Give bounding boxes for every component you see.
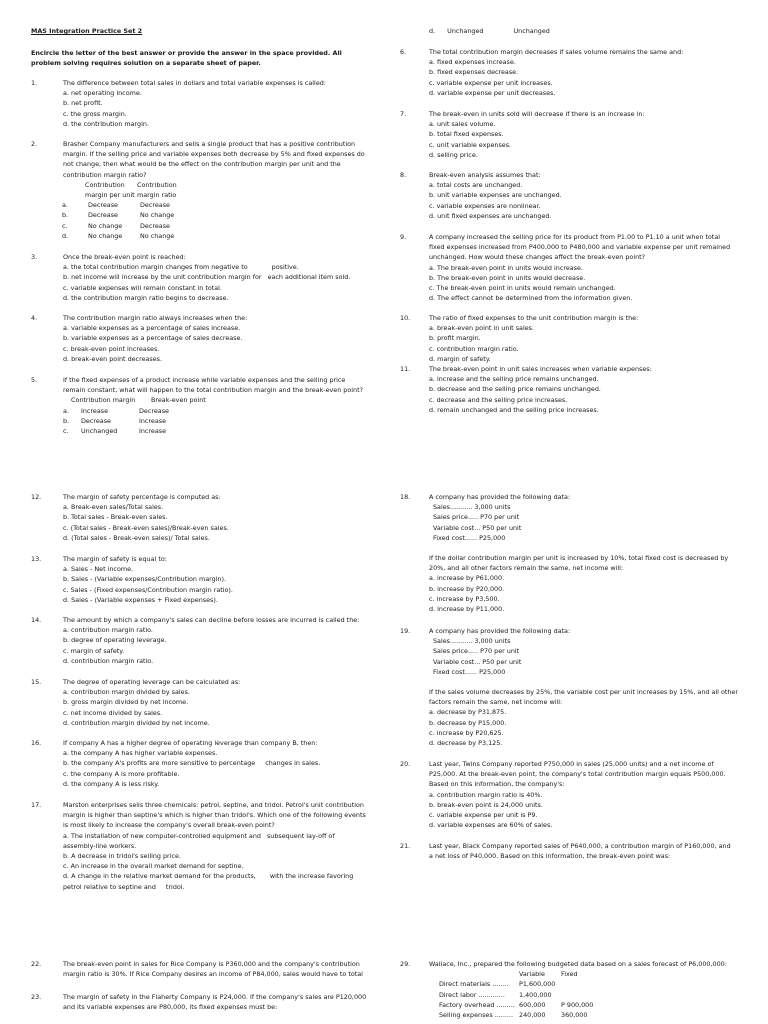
question-text: If company A has a higher degree of operating leverage than company B, then: (63, 739, 318, 747)
cell-variable: 240,000 (519, 1011, 546, 1020)
question-text-line: Marston enterprises sells three chemicals: petrol, septine, and tridol. Petrol's unit contribution (63, 801, 364, 809)
column-header: Fixed (561, 970, 578, 979)
choice-d[interactable]: d. the contribution margin. (63, 119, 149, 128)
question-7 (400, 109, 750, 160)
column-header: Contribution (137, 180, 177, 189)
given-data-line: Sales........... 3,000 units (433, 503, 511, 512)
question-text-line: 20%, and all other factors remain the same, net income will: (429, 564, 624, 573)
choice-c[interactable]: c. decrease and the selling price increases. (429, 395, 568, 404)
choice-c[interactable]: c. contribution margin ratio. (429, 344, 519, 353)
question-17 (31, 800, 376, 892)
question-text-line: contribution margin ratio? (63, 170, 147, 179)
given-data-line: Fixed cost...... P25,000 (433, 667, 506, 676)
choice-text-tail: each additional item sold. (267, 273, 351, 282)
choice-a[interactable]: a. total costs are unchanged. (429, 181, 523, 190)
choice-text: b. net income will increase by the unit contribution margin for (63, 273, 262, 282)
question-text: The total contribution margin decreases if sales volume remains the same and: (429, 48, 684, 56)
choice-table (63, 180, 177, 200)
choice-c[interactable]: c. break-even point increases. (63, 344, 160, 353)
cell-variable: 1,400,000 (519, 990, 552, 999)
question-text: The contribution margin ratio always increases when the: (63, 314, 248, 322)
choice-b[interactable]: b. The break-even point in units would decrease. (429, 273, 586, 282)
question-text: Wallace, Inc., prepared the following budgeted data based on a sales forecast of P6,000,000: (429, 960, 727, 968)
question-text: The break-even in units sold will decrease if there is an increase in: (429, 110, 645, 118)
choice-d-continued (63, 882, 376, 892)
question-number: 23. (31, 993, 42, 1001)
question-text-line: unchanged. How would these changes affect the break-even point? (429, 253, 646, 262)
choice-table (63, 406, 169, 437)
question-number: 22. (31, 960, 42, 968)
choice-b[interactable]: b. degree of operating leverage. (63, 636, 167, 645)
choice-a[interactable]: a. contribution margin ratio is 40%. (429, 790, 543, 799)
choice-b[interactable]: b. decrease by P15,000. (429, 718, 507, 727)
choice-a[interactable] (63, 831, 376, 841)
question-number: 11. (400, 365, 411, 373)
question-text: The difference between total sales in dollars and total variable expenses is called: (63, 79, 326, 87)
table-row (439, 1000, 593, 1010)
choice-row[interactable] (62, 210, 174, 220)
choice-letter: c. (63, 427, 69, 436)
choice-d[interactable]: d. contribution margin divided by net income. (63, 718, 210, 727)
cell-fixed (561, 990, 593, 1000)
question-text-line: A company increased the selling price for its product from P1.00 to P1.10 a unit when total (429, 233, 721, 241)
choice-row[interactable] (63, 426, 169, 436)
question-21 (400, 841, 750, 861)
choice-text: a. the total contribution margin changes from negative to (63, 263, 248, 272)
choice-c[interactable]: c. variable expense per unit is P9. (429, 811, 538, 820)
column-header: Variable (519, 970, 545, 979)
choice-cell: No change (140, 231, 175, 240)
question-19 (400, 626, 750, 748)
choice-c[interactable]: c. the company A is more profitable. (63, 769, 180, 778)
question-2 (31, 139, 376, 241)
choice-d[interactable]: d. unit fixed expenses are unchanged. (429, 211, 552, 220)
choice-cell: Decrease (88, 201, 118, 210)
choice-b[interactable]: b. unit variable expenses are unchanged. (429, 191, 562, 200)
choice-a[interactable]: a. increase by P61,000. (429, 574, 505, 583)
question-text-line: If the dollar contribution margin per unit is increased by 10%, total fixed cost is decreased by (429, 554, 729, 563)
cell-variable: P1,600,000 (519, 980, 556, 989)
choice-c[interactable]: c. unit variable expenses. (429, 140, 512, 149)
choice-letter: b. (62, 211, 69, 220)
question-text: A company has provided the following data: (429, 627, 571, 635)
choice-text-tail: subsequent lay-off of (266, 831, 335, 840)
choice-d[interactable]: d. variable expense per unit decreases. (429, 88, 556, 97)
question-number: 21. (400, 842, 411, 850)
question-1 (31, 78, 376, 129)
question-text-line: P25,000. At the break-even point, the company's total contribution margin equals P500,000. (429, 770, 726, 779)
given-data-line: Sales........... 3,000 units (433, 637, 511, 646)
question-3 (31, 252, 376, 303)
table-row (439, 979, 593, 989)
question-22 (31, 959, 376, 979)
question-23 (31, 992, 376, 1012)
question-14 (31, 615, 376, 666)
choice-letter: a. (63, 406, 69, 415)
choice-cell: Increase (139, 416, 167, 425)
choice-cell: Unchanged (513, 27, 550, 35)
question-number: 3. (31, 253, 38, 261)
cell-fixed: P 900,000 (561, 1000, 594, 1009)
question-text-line: not change, then what would be the effect on the contribution margin per unit and the (63, 160, 341, 169)
cell-fixed: 360,000 (561, 1011, 588, 1020)
choice-c[interactable]: c. Sales - (Fixed expenses/Contribution margin ratio). (63, 585, 233, 594)
choice-letter: c. (62, 221, 68, 230)
question-text: The margin of safety is equal to: (63, 555, 167, 563)
question-text: The break-even point in unit sales increases when variable expenses: (429, 365, 652, 373)
choice-d[interactable]: d. The effect cannot be determined from the information given. (429, 294, 633, 303)
choice-cell: Decrease (81, 416, 111, 425)
choice-cell: Decrease (140, 221, 170, 230)
choice-row[interactable] (62, 221, 174, 231)
question-number: 2. (31, 140, 38, 148)
choice-d[interactable]: d. selling price. (429, 150, 478, 159)
given-data-line: Fixed cost...... P25,000 (433, 533, 506, 542)
choice-a[interactable]: a. unit sales volume. (429, 120, 496, 129)
question-9 (400, 232, 750, 303)
row-label: Factory overhead ......... (439, 1000, 515, 1009)
choice-d[interactable]: d. the contribution margin ratio begins to decrease. (63, 293, 229, 302)
choice-a[interactable]: a. Break-even sales/Total sales. (63, 503, 164, 512)
question-text-line: a net loss of P40,000. Based on this information, the break-even point was: (429, 852, 671, 861)
question-text: The degree of operating leverage can be calculated as: (63, 678, 241, 686)
question-number: 14. (31, 616, 42, 624)
choice-b[interactable]: b. net profit. (63, 99, 103, 108)
choice-a[interactable]: a. contribution margin ratio. (63, 626, 153, 635)
choice-row[interactable] (63, 406, 169, 416)
choice-c[interactable]: c. variable expenses are nonlinear. (429, 201, 541, 210)
question-10 (400, 313, 750, 364)
question-15 (31, 677, 376, 728)
given-data-line: Variable cost... P50 per unit (433, 657, 522, 666)
choice-text-tail: with the increase favoring (269, 872, 354, 881)
choice-a-continued: assembly-line workers. (63, 841, 137, 850)
instructions: Encircle the letter of the best answer or provide the answer in the space provided. All problem solving requires solution on a separate sheet of paper. (31, 49, 342, 68)
question-number: 5. (31, 376, 38, 384)
choice-b[interactable]: b. decrease and the selling price remains unchanged. (429, 385, 601, 394)
choice-cell: Increase (139, 427, 167, 436)
choice-text: d. A change in the relative market demand for the products, (63, 872, 256, 881)
choice-d[interactable]: d. (Total sales - Break-even sales)/ Total sales. (63, 533, 210, 542)
choice-text: petrol relative to septine and (63, 882, 156, 891)
row-label: Direct materials ........ (439, 980, 509, 989)
choice-d[interactable]: d. Sales - (Variable expenses + Fixed expenses). (63, 595, 218, 604)
choice-d[interactable]: d. margin of safety. (429, 354, 491, 363)
choice-a[interactable]: a. variable expenses as a percentage of sales increase. (63, 324, 241, 333)
choice-a[interactable]: a. net operating income. (63, 89, 142, 98)
choice-letter: a. (62, 201, 68, 210)
question-text: The amount by which a company's sales can decline before losses are incurred is called the: (63, 616, 360, 624)
choice-b[interactable]: b. fixed expenses decrease. (429, 68, 519, 77)
choice-b[interactable] (63, 272, 376, 282)
choice-letter: d. (429, 27, 436, 35)
question-number: 12. (31, 493, 42, 501)
choice-d[interactable]: d. variable expenses are 60% of sales. (429, 821, 553, 830)
question-text-line: The break-even point in sales for Rice Company is P360,000 and the company's contribution (63, 960, 360, 968)
choice-a[interactable]: a. break-even point in unit sales. (429, 324, 535, 333)
question-13 (31, 554, 376, 605)
choice-c[interactable]: c. The break-even point in units would remain unchanged. (429, 284, 616, 293)
choice-d[interactable]: d. decrease by P3,125. (429, 739, 503, 748)
question-text-line: margin ratio is 30%. If Rice Company desires an income of P84,000, sales would have to total (63, 970, 363, 979)
question-number: 6. (400, 48, 407, 56)
choice-cell: No change (88, 231, 123, 240)
choice-b[interactable]: b. gross margin divided by net income. (63, 698, 189, 707)
question-number: 29. (400, 960, 411, 968)
choice-a[interactable]: a. Sales - Net income. (63, 565, 134, 574)
question-8 (400, 170, 750, 221)
question-number: 16. (31, 739, 42, 747)
choice-a[interactable]: a. decrease by P31,875. (429, 708, 507, 717)
question-number: 20. (400, 760, 411, 768)
table-row (439, 1010, 593, 1020)
question-number: 8. (400, 171, 407, 179)
question-20 (400, 759, 750, 830)
choice-c[interactable]: c. variable expenses will remain constant in total. (63, 283, 222, 292)
choice-b[interactable]: b. increase by P20,000. (429, 584, 505, 593)
choice-b[interactable]: b. Sales - (Variable expenses/Contribution margin). (63, 575, 227, 584)
column-header: margin ratio (137, 191, 177, 200)
choice-c[interactable]: c. margin of safety. (63, 646, 125, 655)
choice-c[interactable]: c. net income divided by sales. (63, 708, 163, 717)
choice-row[interactable] (63, 416, 169, 426)
question-text-line: fixed expenses increased from P400,000 to P480,000 and variable expense per unit remained (429, 243, 731, 252)
row-label: Selling expenses ......... (439, 1011, 513, 1020)
choice-d[interactable]: d. contribution margin ratio. (63, 656, 154, 665)
choice-d[interactable]: d. break-even point decreases. (63, 354, 163, 363)
question-number: 1. (31, 79, 38, 87)
choice-text-tail: tridol. (165, 882, 185, 891)
column-header: margin per unit (85, 191, 135, 200)
choice-b[interactable]: b. profit margin. (429, 334, 481, 343)
question-5 (31, 375, 376, 436)
question-text-line: factors remain the same, net income will: (429, 698, 563, 707)
question-number: 7. (400, 110, 407, 118)
choice-d[interactable]: d. increase by P11,000. (429, 605, 505, 614)
choice-a[interactable]: a. fixed expenses increase. (429, 58, 516, 67)
question-12 (31, 492, 376, 543)
question-number: 18. (400, 493, 411, 501)
choice-cell: Decrease (140, 201, 170, 210)
choice-d[interactable]: d. the company A is less risky. (63, 779, 160, 788)
question-6 (400, 47, 750, 98)
question-text-line: and its variable expenses are P80,000, its fixed expenses must be: (63, 1003, 278, 1012)
choice-a[interactable]: a. contribution margin divided by sales. (63, 688, 190, 697)
choice-b[interactable] (63, 758, 376, 768)
choice-c[interactable]: c. the gross margin. (63, 109, 127, 118)
cell-fixed (561, 979, 593, 989)
question-11 (400, 364, 750, 415)
column-header: Contribution margin (71, 396, 136, 405)
question-text-line: remain constant, what will happen to the total contribution margin and the break-even point? (63, 386, 364, 395)
budget-table (439, 969, 593, 1020)
question-18 (400, 492, 750, 614)
table-row (439, 990, 593, 1000)
given-data-line: Sales price..... P70 per unit (433, 647, 520, 656)
question-text-line: Last year, Twins Company reported P750,000 in sales (25,000 units) and a net income of (429, 760, 714, 768)
question-text-line: margin is higher than septine's which is higher than tridol's. Which one of the following events (63, 811, 366, 820)
question-number: 15. (31, 678, 42, 686)
choice-c[interactable]: c. increase by P20,625. (429, 728, 504, 737)
choice-text: a. The installation of new computer-controlled equipment and (63, 831, 261, 840)
choice-b[interactable]: b. A decrease in tridol's selling price. (63, 852, 181, 861)
question-text: The margin of safety percentage is computed as: (63, 493, 221, 501)
column-header: Break-even point (151, 396, 206, 405)
choice-b[interactable]: b. variable expenses as a percentage of sales decrease. (63, 334, 243, 343)
question-text-line: Last year, Black Company reported sales of P640,000, a contribution margin of P160,000, and (429, 842, 731, 850)
choice-row[interactable] (62, 200, 174, 210)
question-29 (400, 959, 750, 1020)
question-number: 19. (400, 627, 411, 635)
choice-letter: b. (63, 416, 70, 425)
question-text: Break-even analysis assumes that: (429, 171, 541, 179)
given-data-line: Variable cost... P50 per unit (433, 523, 522, 532)
question-number: 9. (400, 233, 407, 241)
choice-b[interactable]: b. total fixed expenses. (429, 130, 504, 139)
question-number: 17. (31, 801, 42, 809)
question-number: 4. (31, 314, 38, 322)
question-4 (31, 313, 376, 364)
cell-variable: 600,000 (519, 1000, 546, 1009)
choice-d[interactable]: d. remain unchanged and the selling price increases. (429, 405, 599, 414)
choice-cell: No change (88, 221, 123, 230)
question-text-line: If the sales volume decreases by 25%, the variable cost per unit increases by 15%, and all other (429, 688, 738, 697)
choice-table (62, 200, 174, 241)
question-5-choice-d-carryover[interactable] (429, 26, 749, 36)
choice-c[interactable]: c. variable expense per unit increases. (429, 78, 553, 87)
choice-c[interactable]: c. (Total sales - Break-even sales)/Break-even sales. (63, 523, 229, 532)
row-label: Direct labor ............. (439, 990, 505, 999)
question-text: A company has provided the following data: (429, 493, 571, 501)
choice-cell: Unchanged (447, 27, 484, 35)
choice-b[interactable]: b. break-even point is 24,000 units. (429, 800, 543, 809)
column-header: Contribution (85, 180, 125, 189)
question-text-line: margin. If the selling price and variable expenses both decrease by 5% and fixed expenses do (63, 150, 365, 159)
choice-c[interactable]: c. An increase in the overall market demand for septine. (63, 862, 244, 871)
choice-a[interactable] (63, 262, 376, 272)
choice-c[interactable]: c. increase by P3,500. (429, 594, 500, 603)
choice-a[interactable]: a. the company A has higher variable expenses. (63, 749, 218, 758)
choice-cell: Increase (81, 406, 109, 415)
document-title: MAS Integration Practice Set 2 (31, 27, 143, 35)
choice-letter: d. (62, 231, 69, 240)
choice-row[interactable] (62, 231, 174, 241)
choice-cell: Decrease (88, 211, 118, 220)
question-text-line: If the fixed expenses of a product increase while variable expenses and the selling price (63, 376, 346, 384)
question-number: 13. (31, 555, 42, 563)
question-text-line: Brasher Company manufacturers and sells a single product that has a positive contribution (63, 140, 356, 148)
choice-b[interactable]: b. Total sales - Break-even sales. (63, 513, 168, 522)
choice-text: b. the company A's profits are more sensitive to percentage (63, 759, 256, 768)
question-text: The ratio of fixed expenses to the unit contribution margin is the: (429, 314, 639, 322)
given-data-line: Sales price..... P70 per unit (433, 513, 520, 522)
choice-table (63, 395, 206, 405)
question-text-line: Based on this information, the company's: (429, 780, 565, 789)
question-text-line: The margin of safety in the Flaherty Company is P24,000. If the company's sales are P120,000 (63, 993, 367, 1001)
choice-d[interactable] (63, 871, 376, 881)
choice-a[interactable]: a. increase and the selling price remains unchanged. (429, 375, 599, 384)
question-text-line: is most likely to increase the company's overall break-even point? (63, 821, 275, 830)
choice-text-tail: changes in sales. (265, 759, 321, 768)
choice-a[interactable]: a. The break-even point in units would increase. (429, 263, 583, 272)
choice-cell: No change (140, 211, 175, 220)
choice-cell: Decrease (139, 406, 169, 415)
choice-cell: Unchanged (81, 427, 118, 436)
question-16 (31, 738, 376, 789)
question-text: Once the break-even point is reached: (63, 253, 186, 261)
question-number: 10. (400, 314, 411, 322)
choice-text-tail: positive. (271, 263, 299, 272)
